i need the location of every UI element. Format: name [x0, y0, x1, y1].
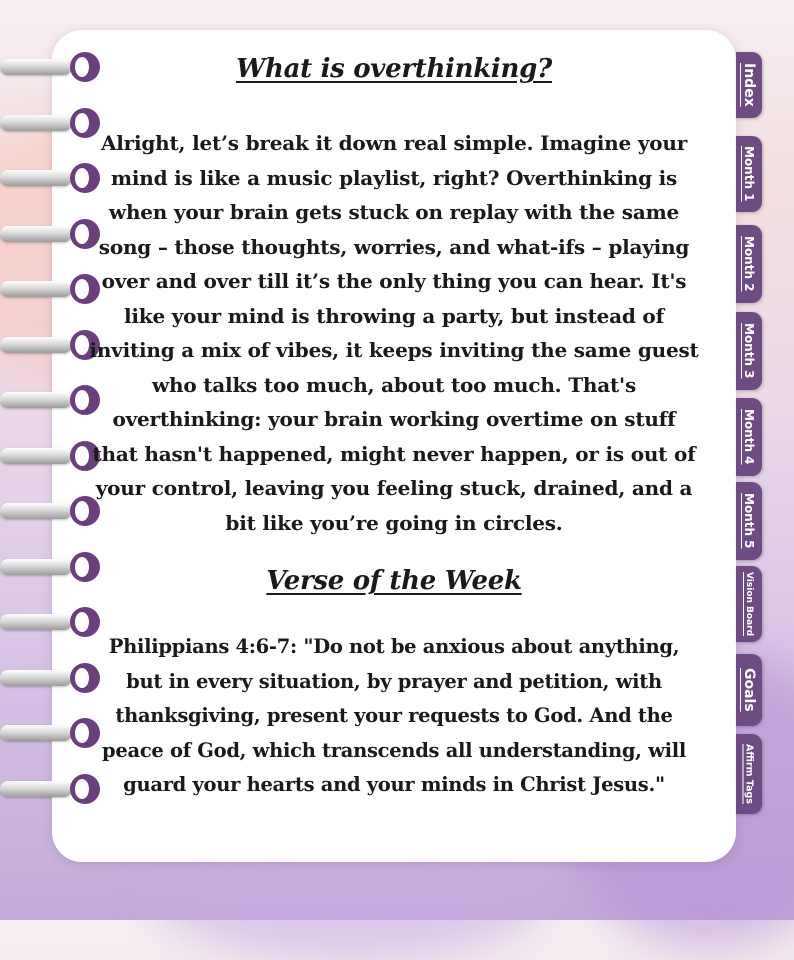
overthinking-paragraph: Alright, let’s break it down real simple. Imagine your mind is like a music playlist, right? Overthinking is when your brain gets stuck on replay with the same song – those thoughts, worries, and what-ifs – playing over and over till it’s the only thing you can hear. It's like your mind is throwing a party, but instead of inviting a mix of vibes, it keeps inviting the same guest who talks too much, about too much. That's overthinking: your brain working overtime on stuff that hasn't happened, might never happen, or is out of your control, leaving you feeling stuck, drained, and a bit like you’re going in circles. [89, 131, 699, 535]
tab-month-2[interactable] [736, 225, 762, 303]
tab-vision-board[interactable] [736, 566, 762, 642]
tab-goals[interactable] [736, 654, 762, 726]
tab-label: Vision Board [744, 571, 754, 637]
section-title-overthinking: What is overthinking? [236, 54, 552, 84]
section-title-verse: Verse of the Week [266, 566, 522, 596]
tab-affirm-tags[interactable] [736, 734, 762, 814]
tab-index[interactable] [736, 52, 762, 118]
tab-month-3[interactable] [736, 312, 762, 390]
tab-label: Month 3 [742, 323, 756, 379]
verse-paragraph: Philippians 4:6-7: "Do not be anxious about anything, but in every situation, by prayer and petition, with thanksgiving, present your requests to God. And the peace of God, which transcends all understanding, will guard your hearts and your minds in Christ Jesus." [102, 635, 686, 796]
tab-label: Goals [741, 668, 757, 712]
tab-label: Index [741, 63, 757, 107]
tab-label: Month 4 [742, 409, 756, 465]
tab-month-1[interactable] [736, 136, 762, 212]
page-content [52, 30, 736, 803]
tab-label: Month 5 [742, 493, 756, 549]
tab-month-4[interactable] [736, 398, 762, 476]
tab-label: Affirm Tags [743, 744, 755, 804]
tab-label: Month 2 [742, 236, 756, 292]
tab-label: Month 1 [742, 146, 756, 202]
tab-month-5[interactable] [736, 482, 762, 560]
